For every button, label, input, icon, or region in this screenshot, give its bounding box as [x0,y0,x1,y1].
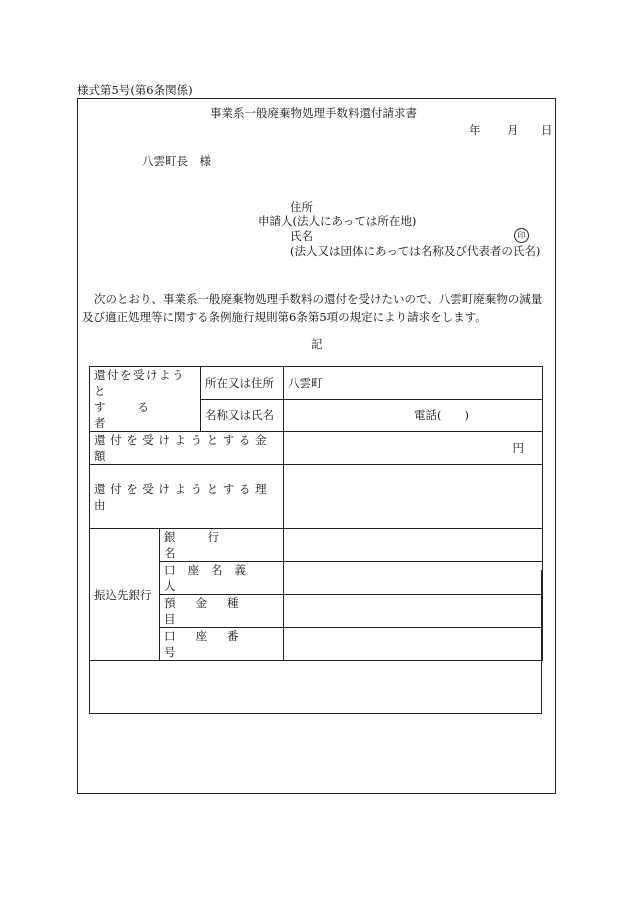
form-number: 様式第5号(第6条関係) [77,83,193,97]
address-label: 住所 [290,200,313,214]
name-value-cell[interactable] [284,399,543,432]
remarks-area[interactable] [89,570,542,714]
account-holder-label-cell: 口座名義人 [160,562,284,595]
recipient-label-line1: 還付を受けようと [94,368,185,398]
table-row [90,529,543,562]
table-row [90,367,543,400]
address-value-cell[interactable]: 八雲町 [284,367,543,400]
date-day: 日 [541,123,553,137]
address-label-cell: 所在又は住所 [201,367,284,400]
amount-unit: 円 [512,441,524,455]
addressee: 八雲町長 様 [142,154,211,168]
bank-name-value-cell[interactable] [284,529,543,562]
form-title: 事業系一般廃棄物処理手数料還付請求書 [210,106,417,120]
amount-value-cell[interactable] [284,432,543,465]
name-label: 氏名 [290,229,313,243]
account-number-label-cell: 口座番号 [160,628,284,661]
date-year: 年 [469,123,481,137]
reason-label-cell: 還付を受けようとする理由 [90,465,284,529]
table-row [90,432,543,465]
bank-label-cell: 振込先銀行 [90,529,160,661]
table-row [90,465,543,529]
seal-stamp: 印 [514,228,529,243]
deposit-type-label-cell: 預金種目 [160,595,284,628]
applicant-note: (法人又は団体にあっては名称及び代表者の氏名) [290,244,541,258]
bank-name-label-cell: 銀行名 [160,529,284,562]
date-month: 月 [507,123,519,137]
reason-value-cell[interactable] [284,465,543,529]
request-statement: 次のとおり、事業系一般廃棄物処理手数料の還付を受けたいので、八雲町廃棄物の減量及び適正処理等に関する条例施行規則第6条第5項の規定により請求をします。 [82,292,543,324]
phone-label: 電話( ) [414,408,469,423]
amount-label-cell: 還付を受けようとする金額 [90,432,284,465]
name-label-cell: 名称又は氏名 [201,399,284,432]
recipient-label-cell [90,367,201,432]
recipient-label-line2: する者 [94,400,181,430]
ki-heading: 記 [311,337,323,351]
applicant-label: 申請人(法人にあっては所在地) [258,214,417,228]
